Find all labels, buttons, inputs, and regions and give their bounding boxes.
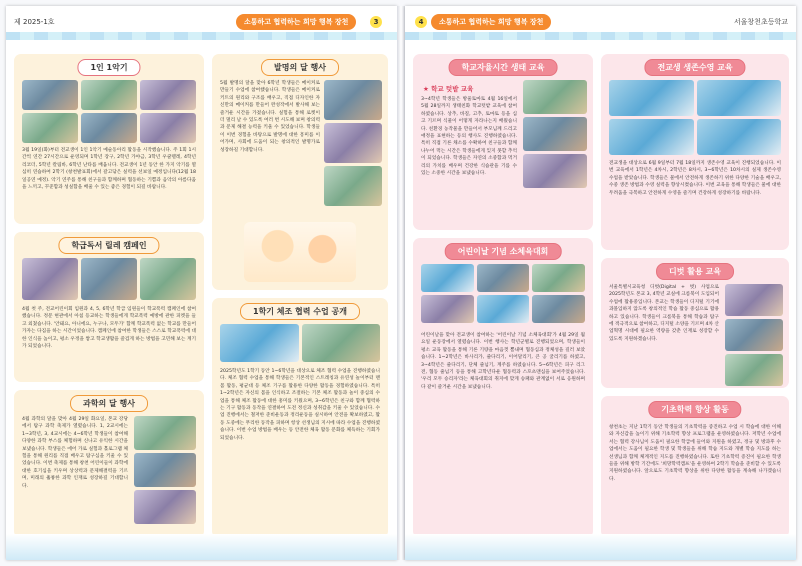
section-pe [212,298,388,538]
photo [609,119,694,155]
photo [697,119,782,155]
section-basic-skills [601,396,789,538]
photo [532,295,585,323]
photo-column [324,80,382,206]
section-swimming [601,54,789,250]
spine [397,6,405,560]
photo [477,295,530,323]
photo [140,258,196,300]
section-body: 서울특별시교육청 디벗(Digital + 벗) 사업으로 2025학년도 본교 3, 4학년 교실에 크롬북이 도입되어 수업에 활용중입니다. 본교는 학생들이 디지털 기기에 과몰입하지 않도록 창의적인 학습 활동 중심으로 활용하고 있습니다. 학생들이 크롬북을 통해 학습과 탐구에 적극적으로 참여하고, 디지털 소양을 기르며 4차 산업혁명 시대에 필요한 역량을 갖춘 인재로 성장할 수 있도록 지원하겠습니다. [609,285,719,342]
section-title: 1학기 체조 협력 수업 공개 [240,303,360,320]
photo-grid [609,80,781,155]
section-subtitle: ★ 학교 텃밭 교육 [423,85,474,93]
section-body: 5월 발명의 달을 맞아 6학년 학생들은 메이커로 만들기 수업에 참여했습니다. 학생들은 메이커로 키트의 원리와 구조를 배우고, 직접 디자인한 자신만의 메이커를 만들어 완성작에서 발사해 보는 즐거운 시간을 가졌습니다. 실험을 통해 로켓이 더 멀리 날 수 있도록 여러 번 시도해 보며 창의력과 문제 해결 능력을 키울 수 있었습니다. 학생들이 이번 경험을 바탕으로 발명에 대한 흥미를 이어가며, 사회에 도움이 되는 창의적인 발명가로 성장하길 기대합니다. [220,81,320,153]
photo [324,123,382,163]
page-number: 3 [370,16,382,28]
photo [140,80,196,110]
section-childrens-day [413,238,593,538]
section-science [14,390,204,538]
top-decoration [6,32,397,40]
section-body: 전교생을 대상으로 6월 9일부터 7월 18일까지 생존수영 교육이 진행되었습니다. 이번 교육에서 1학년은 4차시, 2학년은 8차시, 3~6학년은 10차시의 실제 생존수영 수업을 받았습니다. 학생들은 물에서 안전하게 생존하기 위한 다양한 기술을 배우고, 수중 생존 방법과 수영 실력을 향상시켰습니다. 이번 교육을 통해 학생들은 물에 대한 두려움을 극복하고 안전하게 수영을 즐기며 건강하게 성장하기를 바랍니다. [609,161,781,196]
photo [725,354,783,386]
section-title: 기초학력 향상 활동 [648,401,741,418]
children-illustration [244,222,356,282]
section-body: 어린이날을 맞아 전교생이 참여하는 '어린이날 기념 소체육대회'가 4월 29일 월요일 운동장에서 열렸습니다. 이번 행사는 학년군별로 진행되었으며, 학생들이 평소 교육 활동을 통해 기른 기량을 마음껏 뽐내며 협동심과 정체성을 길러 보았습니다. 1~2학년은 바사리가, 줄다리기, 이어달리기, 큰 공 굴리기를 하였고, 3~4학년은 줄다리기, 단체 줄넘기, 계주를 하였습니다. 5~6학년은 피구 리그전, 협동 줄넘기 등을 통해 고학년다운 협동력과 스포츠맨십을 보여주었습니다. '우리 모두 승리자'라는 체육대회의 취지에 맞게 승패와 관계없이 서로 응원하며 다 같이 즐거운 시간을 보냈습니다. [421,333,585,390]
section-body: 4월 첫 주, 전교어린이회 임원과 4, 5, 6학년 학급 임원들이 학교폭력 캠페인에 참여했습니다. 정문 현관에서 아침 등교하는 학생들에게 학교폭력 예방에 관한 피켓을 들고 외쳤습니다. '안돼요, 아니에요, 누구나, 모두가' 함께 학교폭력 없는 학교를 만들어 가자는 다짐을 하는 시간이었습니다. 캠페인에 참여한 학생들은 스스로 학교폭력에 대한 인식을 높이고, 평소 우정을 쌓고 학교생활을 즐겁게 하는 방법을 고민해 보는 계기가 되었습니다. [22,307,196,350]
photo [22,258,78,300]
photo [523,154,587,188]
photo [697,80,782,116]
section-title: 학급독서 릴레 캠페인 [58,237,159,254]
photo [324,80,382,120]
section-body: 창천초는 지난 1학기 동안 학생들의 기초학력을 증진하고 수업 시 학습에 대한 이해와 자신감을 높이기 위해 기초학력 향상 프로그램을 운영하였습니다. 저학년 수업에서는 협력 강사님이 도움이 필요한 학급에 들어와 지원을 하였고, 정규 및 방과후 수업에서는 도움이 필요한 학생 및 학생들을 위해 학습 지도와 개별 학습 지도를 하는 선생님과 함께 체계적인 지도를 진행하였습니다. 또한 기초학력 증진이 필요한 학생들을 위해 방학 기간에도 '희망학력캠프'을 운영하여 2학기 학습을 준비할 수 있도록 지원하였습니다. 앞으로도 기초학력 향상을 위한 다양한 활동을 계속해 나가겠습니다. [609,425,781,482]
section-body: 4월 과학의 달을 맞아 4월 29일 화요일, 본교 강당에서 탐구 과학 축제가 열렸습니다. 1, 2교시에는 1~3학년, 3, 4교시에는 4~6학년 학생들이 참여해 다양한 과학 부스를 체험하며 신나고 유익한 시간을 보냈습니다. 학생들은 에어 가로 실험과 홀로그램 체험을 통해 원리를 직접 배우고 탐구심을 키울 수 있었습니다. 이번 축제를 통해 창천 어린이들이 과학에 대한 호기심을 키우며 상상력과 문제해결력을 기르며, 미래의 훌륭한 과학 인재로 성장하길 기대합니다. [22,417,128,489]
photo [523,117,587,151]
photo [81,258,137,300]
photo [81,80,137,110]
section-body: 3월 19일(화)부터 전교생이 1인 1악기 예술동아리 활동을 시작했습니다. 주 1회 1시간씩 연간 27시간으로 운영되며 1학년 장구, 2학년 가야금, 3학년 우쿨렐레, 4학년 리코더, 5학년 칼림바, 6학년 난타를 배웁니다. 전교생이 1년 동안 한 가지 악기를 열심히 연습하여 2학기 (창천발표회)에서 갈고닦은 실력을 선보일 예정입니다(12월 18일공연 예정). 악기 연주를 통해 친구들과 함께하며 협동하는 기쁨과 음악의 아름다움을 느끼고, 꾸준함과 성실함을 배울 수 있는 좋은 경험이 되길 바랍니다. [22,148,196,191]
photo [134,416,196,450]
photo [609,80,694,116]
section-eco [413,54,593,230]
left-page [6,6,397,560]
right-header [405,14,796,30]
section-body: 3~4학년 학생들은 방울토마토 4월 16일에서 5월 28일까지 생태친화 학교텃밭 교육에 참여하였습니다. 상추, 바질, 고추, 토마토 등을 심고 기르며 식물이 어떻게 자라나는지 배웠습니다. 친환경 농작물을 만들어서 부모님께 드리고 애정을 표현하는 등의 행사도 진행하였습니다. 특히 직접 기른 채소를 수확하여 친구들과 함께 나누어 먹는 시간은 학생들에게 잊지 못할 추억이 되었습니다. 학생들은 자연의 소중함과 먹거리의 가치를 배우며 건강한 식습관을 기를 수 있는 소중한 시간을 보냈습니다. [421,97,517,177]
section-invention [212,54,388,290]
photo-column [523,80,587,188]
photo [421,264,474,292]
section-title: 학교자율시간 생태 교육 [449,59,558,76]
right-page [405,6,796,560]
photo-grid [421,264,585,323]
bottom-decoration [6,534,397,560]
photo [523,80,587,114]
photo [725,284,783,316]
photo [532,264,585,292]
photo [81,113,137,143]
photo [477,264,530,292]
photo [134,490,196,524]
top-decoration [405,32,796,40]
header-band: 소통하고 협력하는 희망 행복 장천 [431,14,551,30]
section-title: 디벗 활용 교육 [656,263,734,280]
page-number: 4 [415,16,427,28]
section-campaign [14,232,204,382]
issue-number: 제 2025-1호 [14,18,55,26]
section-one-instrument [14,54,204,224]
photo [324,166,382,206]
school-name: 서울창천초등학교 [733,18,788,26]
photo [220,324,299,362]
section-title: 1인 1악기 [77,59,140,76]
photo-column [725,284,783,386]
photo [421,295,474,323]
photo [22,113,78,143]
bottom-decoration [405,534,796,560]
section-digital [601,258,789,388]
section-title: 어린이날 기념 소체육대회 [445,243,562,260]
photo [22,80,78,110]
left-header [6,14,397,30]
header-band: 소통하고 협력하는 희망 행복 장천 [236,14,356,30]
photo-grid [22,258,196,300]
section-body: 2025학년도 1학기 동안 1~6학년을 대상으로 체조 협력 수업을 진행하였습니다. 체조 협력 수업을 통해 학생들은 기본적인 스트레칭과 유연성 놀이부터 맨몸 활동, 평균대 등 체조 기구를 활용한 다양한 활동을 경험하였습니다. 특히 1~2학년은 자신의 몸을 인식하고 조절하는 기본 체조 활동과 놀이 중심의 수업을 통해 체조 활동에 대한 흥미를 키웠으며, 3~6학년은 친구와 함께 협력하는 기구 활동과 동작을 연결하여 도전 정신과 성취감을 키울 수 있었습니다. 수업 진행에서는 철저한 준비운동과 정리운동을 실시하여 안전을 확보하였고, 활동 도중에는 무리한 동작을 피하며 항상 선생님의 지시에 따라 수업을 진행하였습니다. 이번 수업 방법을 배우는 등 안전한 체육 활동 문화를 체득하는 기회가 되었습니다. [220,369,380,441]
section-title: 발명의 달 행사 [261,59,339,76]
photo [725,319,783,351]
photo [134,453,196,487]
photo-column [134,416,196,524]
photo-grid [220,324,380,362]
section-title: 과학의 달 행사 [70,395,148,412]
photo [302,324,381,362]
photo-grid [22,80,196,143]
photo [140,113,196,143]
section-title: 전교생 생존수영 교육 [644,59,745,76]
